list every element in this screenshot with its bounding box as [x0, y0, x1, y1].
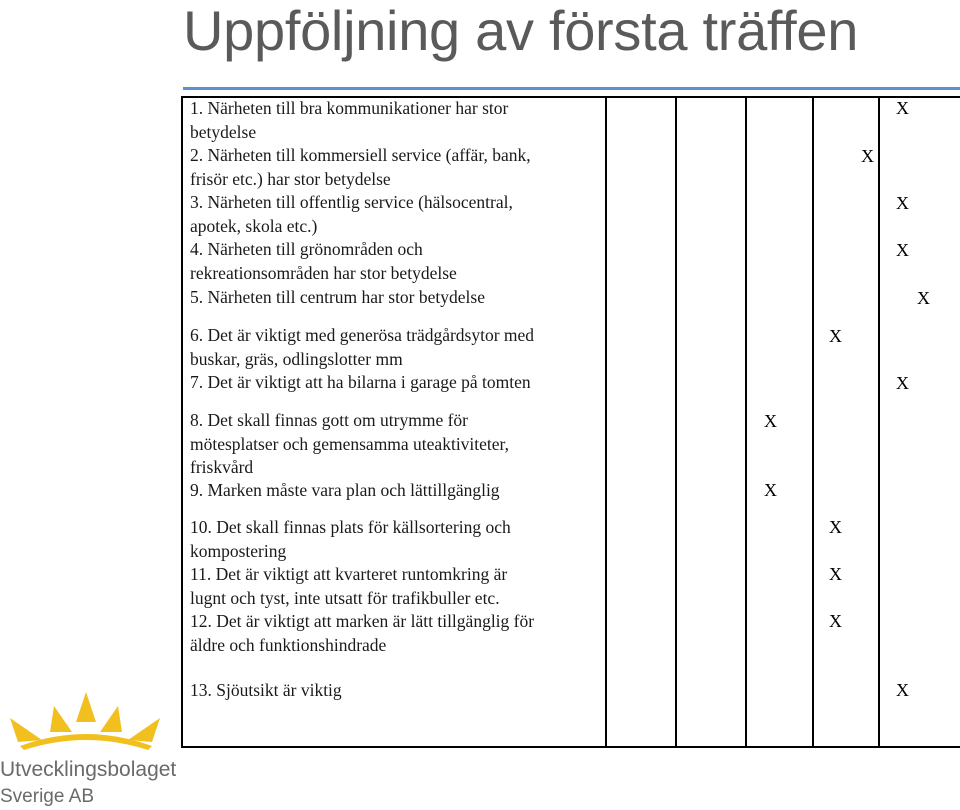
statement-1: 1. Närheten till bra kommunikationer har stor betydelse: [190, 98, 509, 142]
statement-2: 2. Närheten till kommersiell service (affär, bank, frisör etc.) har stor betydelse: [190, 145, 531, 189]
column-divider: [812, 96, 814, 748]
rating-mark-6: X: [829, 326, 842, 346]
table-border-left: [181, 96, 183, 748]
rating-mark-2: X: [861, 146, 874, 166]
rating-mark-13: X: [896, 680, 909, 700]
statement-6: 6. Det är viktigt med generösa trädgårdsytor med buskar, gräs, odlingslotter mm: [190, 325, 535, 369]
rating-mark-10: X: [829, 517, 842, 537]
column-divider: [878, 96, 880, 748]
slide-title: Uppföljning av första träffen: [183, 0, 859, 62]
statement-12: 12. Det är viktigt att marken är lätt tillgänglig för äldre och funktionshindrade: [190, 611, 535, 655]
column-divider: [675, 96, 677, 748]
rating-mark-11: X: [829, 564, 842, 584]
rating-mark-8: X: [764, 411, 777, 431]
column-divider: [605, 96, 607, 748]
statement-9: 9. Marken måste vara plan och lättillgänglig: [190, 480, 500, 500]
sun-logo-icon: [0, 688, 180, 758]
statement-3: 3. Närheten till offentlig service (hälsocentral, apotek, skola etc.): [190, 192, 513, 236]
logo-company-suffix: Sverige AB: [0, 786, 94, 807]
rating-mark-4: X: [896, 240, 909, 260]
rating-mark-9: X: [764, 480, 777, 500]
column-divider: [745, 96, 747, 748]
rating-mark-12: X: [829, 611, 842, 631]
rating-mark-5: X: [917, 288, 930, 308]
rating-mark-3: X: [896, 193, 909, 213]
statement-5: 5. Närheten till centrum har stor betydelse: [190, 287, 485, 307]
statement-10: 10. Det skall finnas plats för källsortering och kompostering: [190, 517, 511, 561]
statement-4: 4. Närheten till grönområden och rekreationsområden har stor betydelse: [190, 239, 457, 283]
table-border-bottom: [181, 746, 960, 748]
statement-11: 11. Det är viktigt att kvarteret runtomkring är lugnt och tyst, inte utsatt för trafikbuller etc.: [190, 564, 508, 608]
rating-mark-7: X: [896, 373, 909, 393]
rating-mark-1: X: [896, 98, 909, 118]
statement-7: 7. Det är viktigt att ha bilarna i garage på tomten: [190, 372, 531, 392]
statement-8: 8. Det skall finnas gott om utrymme för mötesplatser och gemensamma uteaktiviteter, friskvård: [190, 410, 510, 477]
statement-13: 13. Sjöutsikt är viktig: [190, 680, 342, 700]
logo-company-name: Utvecklingsbolaget: [0, 758, 177, 781]
